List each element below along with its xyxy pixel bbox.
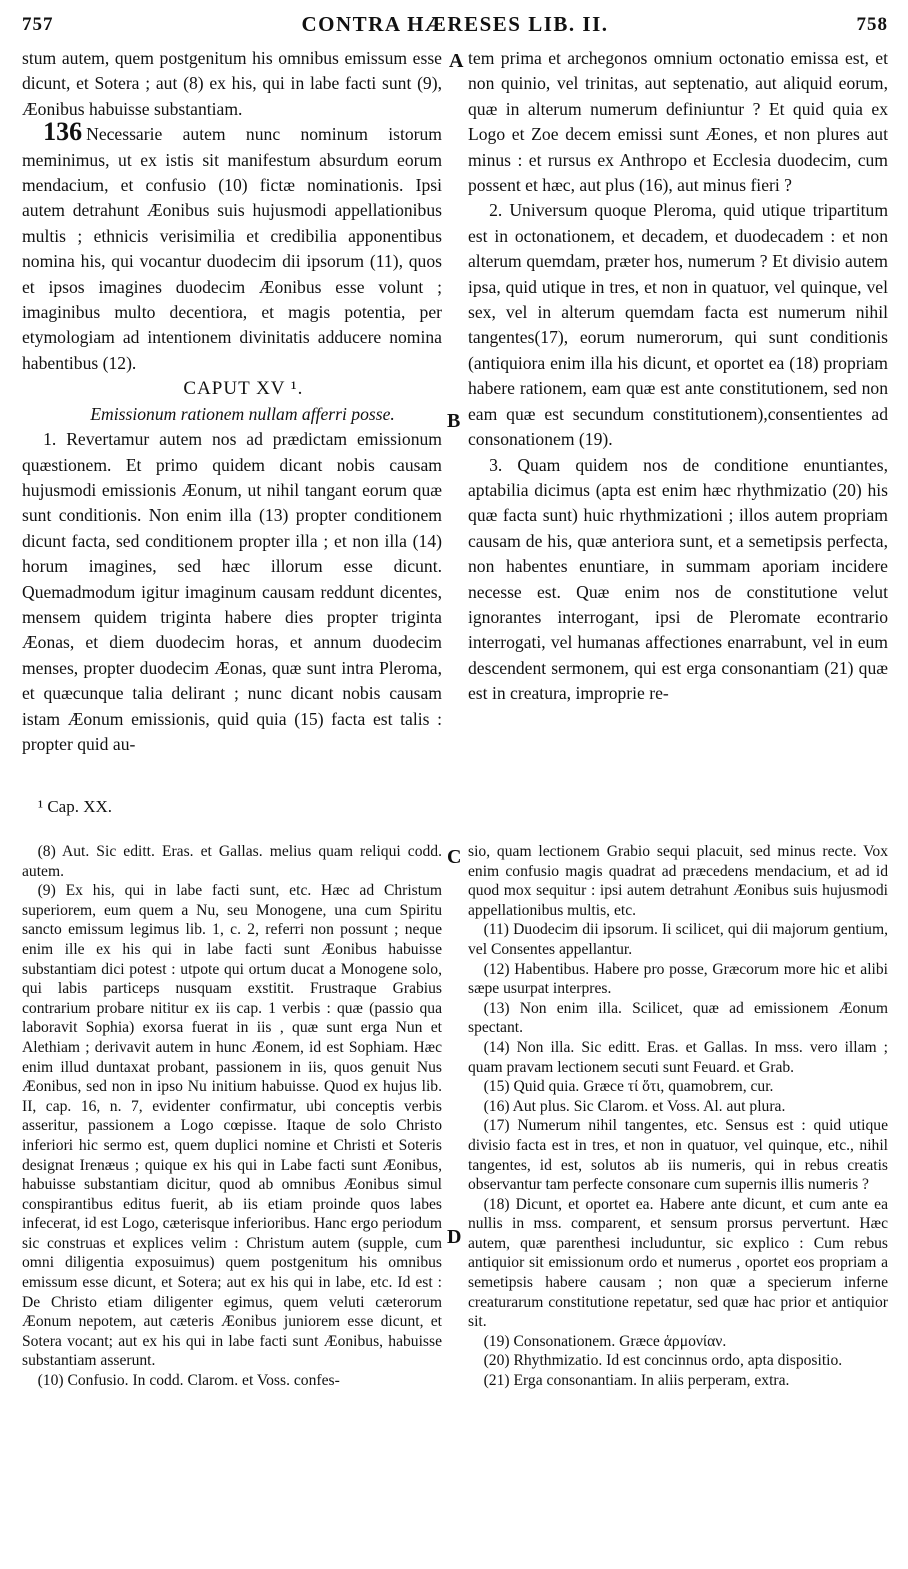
chapter-subtitle: Emissionum rationem nullam afferri posse. bbox=[90, 403, 395, 424]
left-text-column bbox=[22, 46, 442, 757]
note: sio, quam lectionem Grabio sequi placuit, sed minus recte. Vox enim confusio magis quadrat ad præcedens mendacium, et ad id quod mox sequitur : ipsi autem detrahunt Æonibus suis hujusmodi appellationibus multis, etc. bbox=[468, 843, 888, 919]
chapter-heading: CAPUT XV ¹. bbox=[183, 378, 304, 400]
note: (16) Aut plus. Sic Clarom. et Voss. Al. aut plura. bbox=[483, 1097, 786, 1115]
left-notes-column bbox=[22, 842, 442, 1391]
page-number-right: 758 bbox=[856, 14, 888, 35]
chapter-footnote: ¹ Cap. XX. bbox=[38, 797, 113, 816]
note: (9) Ex his, qui in labe facti sunt, etc. Hæc ad Christum superiorem, eum quem a Nu, seu Monogene, una cum Spiritu sancto emissum legimus lib. 1, c. 2, referri non possunt ; neque enim ille ex his qui in labe facti sunt Æonibus habuisse substantiam dici potest : utpote qui ortum ducat a Monogene solo, qui labis particeps nusquam exstitit. Frustraque Grabius contrarium probare nititur ex iis cap. 1 verbis : quæ (passio qua laboravit Sophia) exorsa fuerat in iis , quæ sunt erga Nun et Alethiam ; derivavit autem in hunc Æonem, id est Sophiam. Hæc enim illud duntaxat probant, passionem in iis, quos genuit Nus Æonibus, sed non in ipso Nu initium habuisse. Quod ex hujus lib. II, cap. 16, n. 7, evidenter confirmatur, ubi conceptis verbis asseritur, passionem a Logo cœpisse. Itaque de solo Christo inferiori hic sermo est, quem duplici nomine et Christi et Soteris designat Irenæus ; quique ex his qui in Labe facti sunt Æonibus, habuisse substantiam dicitur, quod ab omnibus Æonibus simul conspirantibus editus fuerit, ab iis etiam proinde quos labes infecerat, id est Logo, cæterisque inferioribus. Hanc ergo periodum sic construas et explices velim : Christum autem (supple, cum omni diligentia exposuimus) quem postgenitum his omnibus emissum esse dicunt, et Sotera; aut ex his qui in labe, etc. Id est : De Christo etiam diligenter egimus, quem veluti cæterorum Æonum nepotem, aut cæteris Æonibus juniorem esse dicunt, et Sotera vocant; aut ex his qui in labe facti sunt Æonibus, habuisse substantiam asserunt. bbox=[22, 882, 442, 1370]
running-title: CONTRA HÆRESES LIB. II. bbox=[301, 12, 609, 36]
right-paragraph-1: tem prima et archegonos omnium octonatio emissa est, et non quinio, vel trinitas, aut septenatio, aut aliquid eorum, quæ in alterum numerum definiuntur ? Et quid quia ex Logo et Zoe decem emissi sunt Æones, et non plures aut minus : et rursus ex Anthropo et Ecclesia duodecim, cum possent et hæc, aut plus (16), aut minus fieri ? bbox=[468, 48, 888, 196]
note: (12) Habentibus. Habere pro posse, Græcorum more hic et alibi sæpe usurpat interpres. bbox=[468, 960, 888, 998]
note: (13) Non enim illa. Scilicet, quæ ad emissionem Æonum spectant. bbox=[468, 999, 888, 1037]
margin-letter-b: B bbox=[447, 410, 461, 432]
left-paragraph-3: 1. Revertamur autem nos ad prædictam emissionum quæstionem. Et primo quidem dicant nobis causam hujusmodi emissionis Æonum, ut nihil tangant eorum quæ sunt conditionis. Non enim illa (13) propter conditionem dicunt facta, sed conditionem propter illa ; et non illa (14) horum imagines, sed hæc illorum esse dicunt. Quemadmodum igitur imaginum causam reddunt dicentes, mensem quidem triginta habere dies propter triginta Æonas, et diem duodecim horas, et annum duodecim menses, propter duodecim Æonas, quæ sunt intra Pleroma, et quæcunque talia delirant ; nunc dicant nobis causam istam Æonum emissionis, quid quia (15) facta est talis : propter quid au- bbox=[22, 429, 442, 754]
running-header bbox=[22, 10, 888, 44]
note: (21) Erga consonantiam. In aliis perperam, extra. bbox=[483, 1372, 790, 1390]
right-notes-column bbox=[468, 842, 888, 1391]
note: (20) Rhythmizatio. Id est concinnus ordo, apta dispositio. bbox=[483, 1352, 843, 1370]
note: (10) Confusio. In codd. Clarom. et Voss. confes- bbox=[37, 1372, 340, 1390]
paragraph-number: 136 bbox=[43, 117, 83, 147]
right-text-column bbox=[468, 46, 888, 707]
note: (17) Numerum nihil tangentes, etc. Sensus est : quid utique divisio facta est in tres, et non in quatuor, vel quinque, etc., nihil tangentes, id est, solutos ab iis numeris, qui in rebus creatis observantur tam perfecte consonare cum supernis illis numeris ? bbox=[468, 1117, 888, 1194]
left-paragraph-1: stum autem, quem postgenitum his omnibus emissum esse dicunt, et Sotera ; aut (8) ex his, qui in labe facti sunt (9), Æonibus habuisse substantiam. bbox=[22, 48, 442, 119]
note: (15) Quid quia. Græce τί ὅτι, quamobrem, cur. bbox=[483, 1078, 774, 1096]
left-paragraph-2 bbox=[22, 117, 442, 376]
margin-letter-c: C bbox=[447, 846, 462, 868]
note: (14) Non illa. Sic editt. Eras. et Gallas. In mss. vero illam ; quam pravam lectionem secuti sunt Feuard. et Grab. bbox=[468, 1038, 888, 1076]
right-paragraph-2: 2. Universum quoque Pleroma, quid utique tripartitum est in octonationem, et decadem, et duodecadem : et non alterum quemdam, præter hos, numerum ? Et divisio autem ipsa, quid utique in tres, et non in quatuor, vel quinque, vel sex, vel in alterum quemdam facta est numerum nihil tangentes(17), eorum numerorum, qui sunt conditionis (antiquiora enim illa his dicunt, et oportet ea (18) propriam habere rationem, eam quæ est ante constitutionem, sed non eam quæ est secundum constitutionem),consentientes ad consonationem (19). bbox=[468, 200, 888, 450]
note: (18) Dicunt, et oportet ea. Habere ante dicunt, et cum ante ea nullis in mss. comparent, et sensum prorsus pervertunt. Hæc autem, quæ parenthesi includuntur, sic explico : Cum rebus antiquior sit emissionum ordo et numerus , oportet eos propriam a semetipsis habere causam ; non quæ a specierum inferne creaturarum constitutione repetatur, sed quæ hac prior et antiquior sit. bbox=[468, 1195, 888, 1331]
note: (8) Aut. Sic editt. Eras. et Gallas. melius quam reliqui codd. autem. bbox=[22, 843, 442, 880]
left-paragraph-2-text: Necessarie autem nunc nominum istorum meminimus, ut ex istis sit manifestum absurdum eorum mendacium, et confusio (10) fictæ nominationis. Ipsi autem detrahunt Æonibus suis hujusmodi appellationibus multis ; ethnicis verisimilia et credibilia apponentibus nomina his, qui vocantur duodecim dii ipsorum (11), quos et ipsos imagines duodecim Æonibus esse volunt ; imaginibus multo decentiora, et magis potentia, per etymologiam ad intentionem divinitatis adducere nomina habentibus (12). bbox=[22, 124, 442, 373]
margin-letter-a: A bbox=[449, 50, 464, 72]
note: (11) Duodecim dii ipsorum. Ii scilicet, qui dii majorum gentium, vel Consentes appellantur. bbox=[468, 921, 888, 958]
page-number-left: 757 bbox=[22, 14, 54, 35]
note: (19) Consonationem. Græce ἁρμονίαν. bbox=[483, 1332, 727, 1350]
margin-letter-d: D bbox=[447, 1226, 462, 1248]
right-paragraph-3: 3. Quam quidem nos de conditione enuntiantes, aptabilia dicimus (apta est enim hæc rhythmizatio (20) his quæ facta sunt) huic rhythmizationi ; illos autem propriam causam de his, quæ anteriora sunt, et a semetipsis perfecta, non habentes enuntiare, in summam aporiam incidere necesse est. Quæ enim nos de constitutione velut ignorantes interrogant, ipsi de Pleromate econtrario interrogati, vel humanas affectiones enarrabunt, vel in eum descendent sermonem, qui est erga consonantiam (21) quæ est in creatura, improprie re- bbox=[468, 454, 888, 704]
